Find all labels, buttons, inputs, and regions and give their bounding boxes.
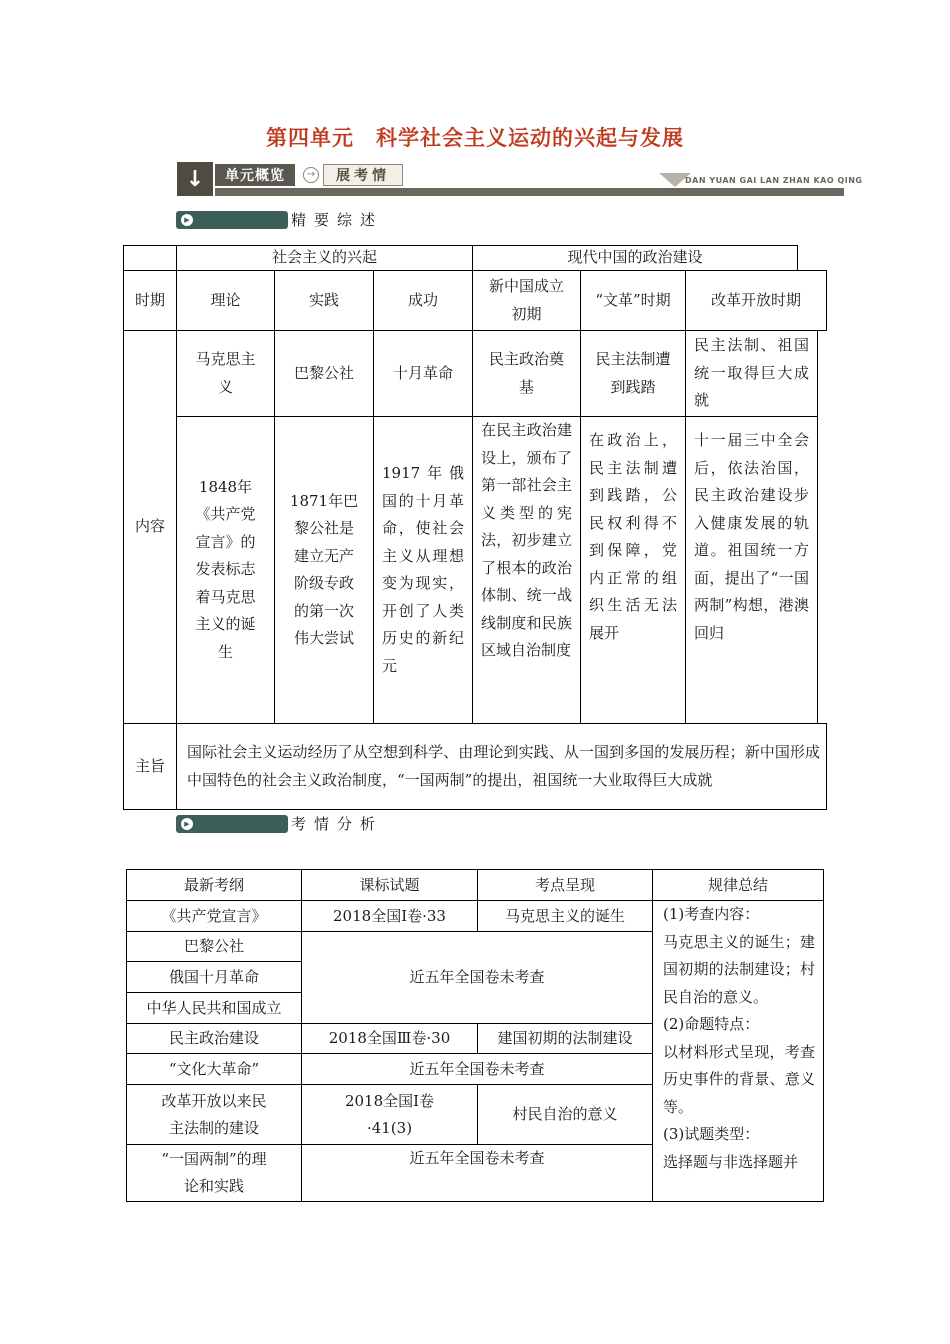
detail-cell: 在民主政治建设上，颁布了第一部社会主义类型的宪法，初步建立了根本的政治体制、统一战线制度和民族区域自治制度 xyxy=(472,416,581,724)
not-tested-cell: 近五年全国卷未考查 xyxy=(301,1144,653,1202)
play-icon: ▶ xyxy=(181,818,193,830)
not-tested-cell: 近五年全国卷未考查 xyxy=(301,931,653,1024)
period-cell: 改革开放时期 xyxy=(685,270,827,331)
section-title: 精要综述 xyxy=(291,211,384,229)
summary-cell: 民主法制、祖国统一取得巨大成就 xyxy=(685,330,818,417)
detail-cell: 1848年《共产党宣言》的发表标志着马克思主义的诞生 xyxy=(176,416,275,724)
banner-label-exam: 展考情 xyxy=(323,164,403,186)
column-header: 课标试题 xyxy=(301,869,478,901)
column-header: 最新考纲 xyxy=(126,869,302,901)
section-title: 考情分析 xyxy=(291,815,384,833)
pattern-summary-cell xyxy=(652,900,824,1202)
play-icon: ▶ xyxy=(181,214,193,226)
row-label-content: 内容 xyxy=(123,330,177,724)
point-cell: 建国初期的法制建设 xyxy=(477,1023,653,1054)
detail-cell: 1917年俄国的十月革命，使社会主义从理想变为现实，开创了人类历史的新纪元 xyxy=(373,416,473,724)
outline-cell: “一国两制”的理论和实践 xyxy=(126,1144,302,1202)
outline-cell: “文化大革命” xyxy=(126,1053,302,1085)
detail-cell: 1871年巴黎公社是建立无产阶级专政的第一次伟大尝试 xyxy=(274,416,374,724)
summary-cell: 马克思主义 xyxy=(176,330,275,417)
detail-cell: 在政治上，民主法制遭到践踏，公民权利得不到保障，党内正常的组织生活无法展开 xyxy=(580,416,686,724)
period-cell: 理论 xyxy=(176,270,275,331)
outline-cell: 民主政治建设 xyxy=(126,1023,302,1054)
point-cell: 马克思主义的诞生 xyxy=(477,900,653,932)
not-tested-cell: 近五年全国卷未考查 xyxy=(301,1053,653,1085)
outline-cell: 俄国十月革命 xyxy=(126,961,302,993)
unit-overview-banner xyxy=(177,160,863,198)
period-cell: 实践 xyxy=(274,270,374,331)
unit-name: 科学社会主义运动的兴起与发展 xyxy=(376,126,684,150)
section-bar xyxy=(176,815,288,833)
corner-cell xyxy=(123,245,177,271)
theme-cell: 国际社会主义运动经历了从空想到科学、由理论到实践、从一国到多国的发展历程；新中国形成中国特色的社会主义政治制度，“一国两制”的提出，祖国统一大业取得巨大成就 xyxy=(176,723,827,810)
outline-cell: 改革开放以来民主法制的建设 xyxy=(126,1084,302,1145)
period-cell: “文革”时期 xyxy=(580,270,686,331)
exam-cell: 2018全国Ⅲ卷·30 xyxy=(301,1023,478,1054)
arrow-circle-icon: → xyxy=(303,167,319,183)
column-header: 考点呈现 xyxy=(477,869,653,901)
exam-cell: 2018全国Ⅰ卷·41(3) xyxy=(301,1084,478,1145)
row-label-period: 时期 xyxy=(123,270,177,331)
summary-line: (3)试题类型： xyxy=(663,1125,760,1143)
outline-cell: 中华人民共和国成立 xyxy=(126,992,302,1024)
summary-line: (1)考查内容： xyxy=(663,905,760,923)
down-arrow-icon: ↓ xyxy=(177,162,213,196)
group-header-modern: 现代中国的政治建设 xyxy=(472,245,798,271)
row-label-theme: 主旨 xyxy=(123,723,177,810)
summary-cell: 十月革命 xyxy=(373,330,473,417)
group-header-rise: 社会主义的兴起 xyxy=(176,245,473,271)
banner-band xyxy=(215,188,844,196)
detail-cell: 十一届三中全会后，依法治国，民主政治建设步入健康发展的轨道。祖国统一方面，提出了“一国两制”构想，港澳回归 xyxy=(685,416,818,724)
period-cell: 新中国成立初期 xyxy=(472,270,581,331)
exam-analysis-table xyxy=(126,869,824,1202)
summary-line: 以材料形式呈现，考查历史事件的背景、意义等。 xyxy=(663,1042,815,1116)
outline-cell: 巴黎公社 xyxy=(126,931,302,962)
column-header: 规律总结 xyxy=(652,869,824,901)
banner-label-overview: 单元概览 xyxy=(215,164,295,186)
unit-number: 第四单元 xyxy=(266,126,354,150)
exam-cell: 2018全国Ⅰ卷·33 xyxy=(301,900,478,932)
section-bar xyxy=(176,211,288,229)
summary-line: 马克思主义的诞生；建国初期的法制建设；村民自治的意义。 xyxy=(663,932,815,1006)
outline-cell: 《共产党宣言》 xyxy=(126,900,302,932)
summary-cell: 民主法制遭到践踏 xyxy=(580,330,686,417)
point-cell: 村民自治的意义 xyxy=(477,1084,653,1145)
summary-line: (2)命题特点： xyxy=(663,1015,760,1033)
period-cell: 成功 xyxy=(373,270,473,331)
summary-table xyxy=(123,245,827,810)
page-title xyxy=(0,122,950,152)
summary-cell: 巴黎公社 xyxy=(274,330,374,417)
banner-english-text: DAN YUAN GAI LAN ZHAN KAO QING xyxy=(685,176,863,185)
summary-line: 选择题与非选择题并 xyxy=(663,1152,799,1171)
summary-cell: 民主政治奠基 xyxy=(472,330,581,417)
